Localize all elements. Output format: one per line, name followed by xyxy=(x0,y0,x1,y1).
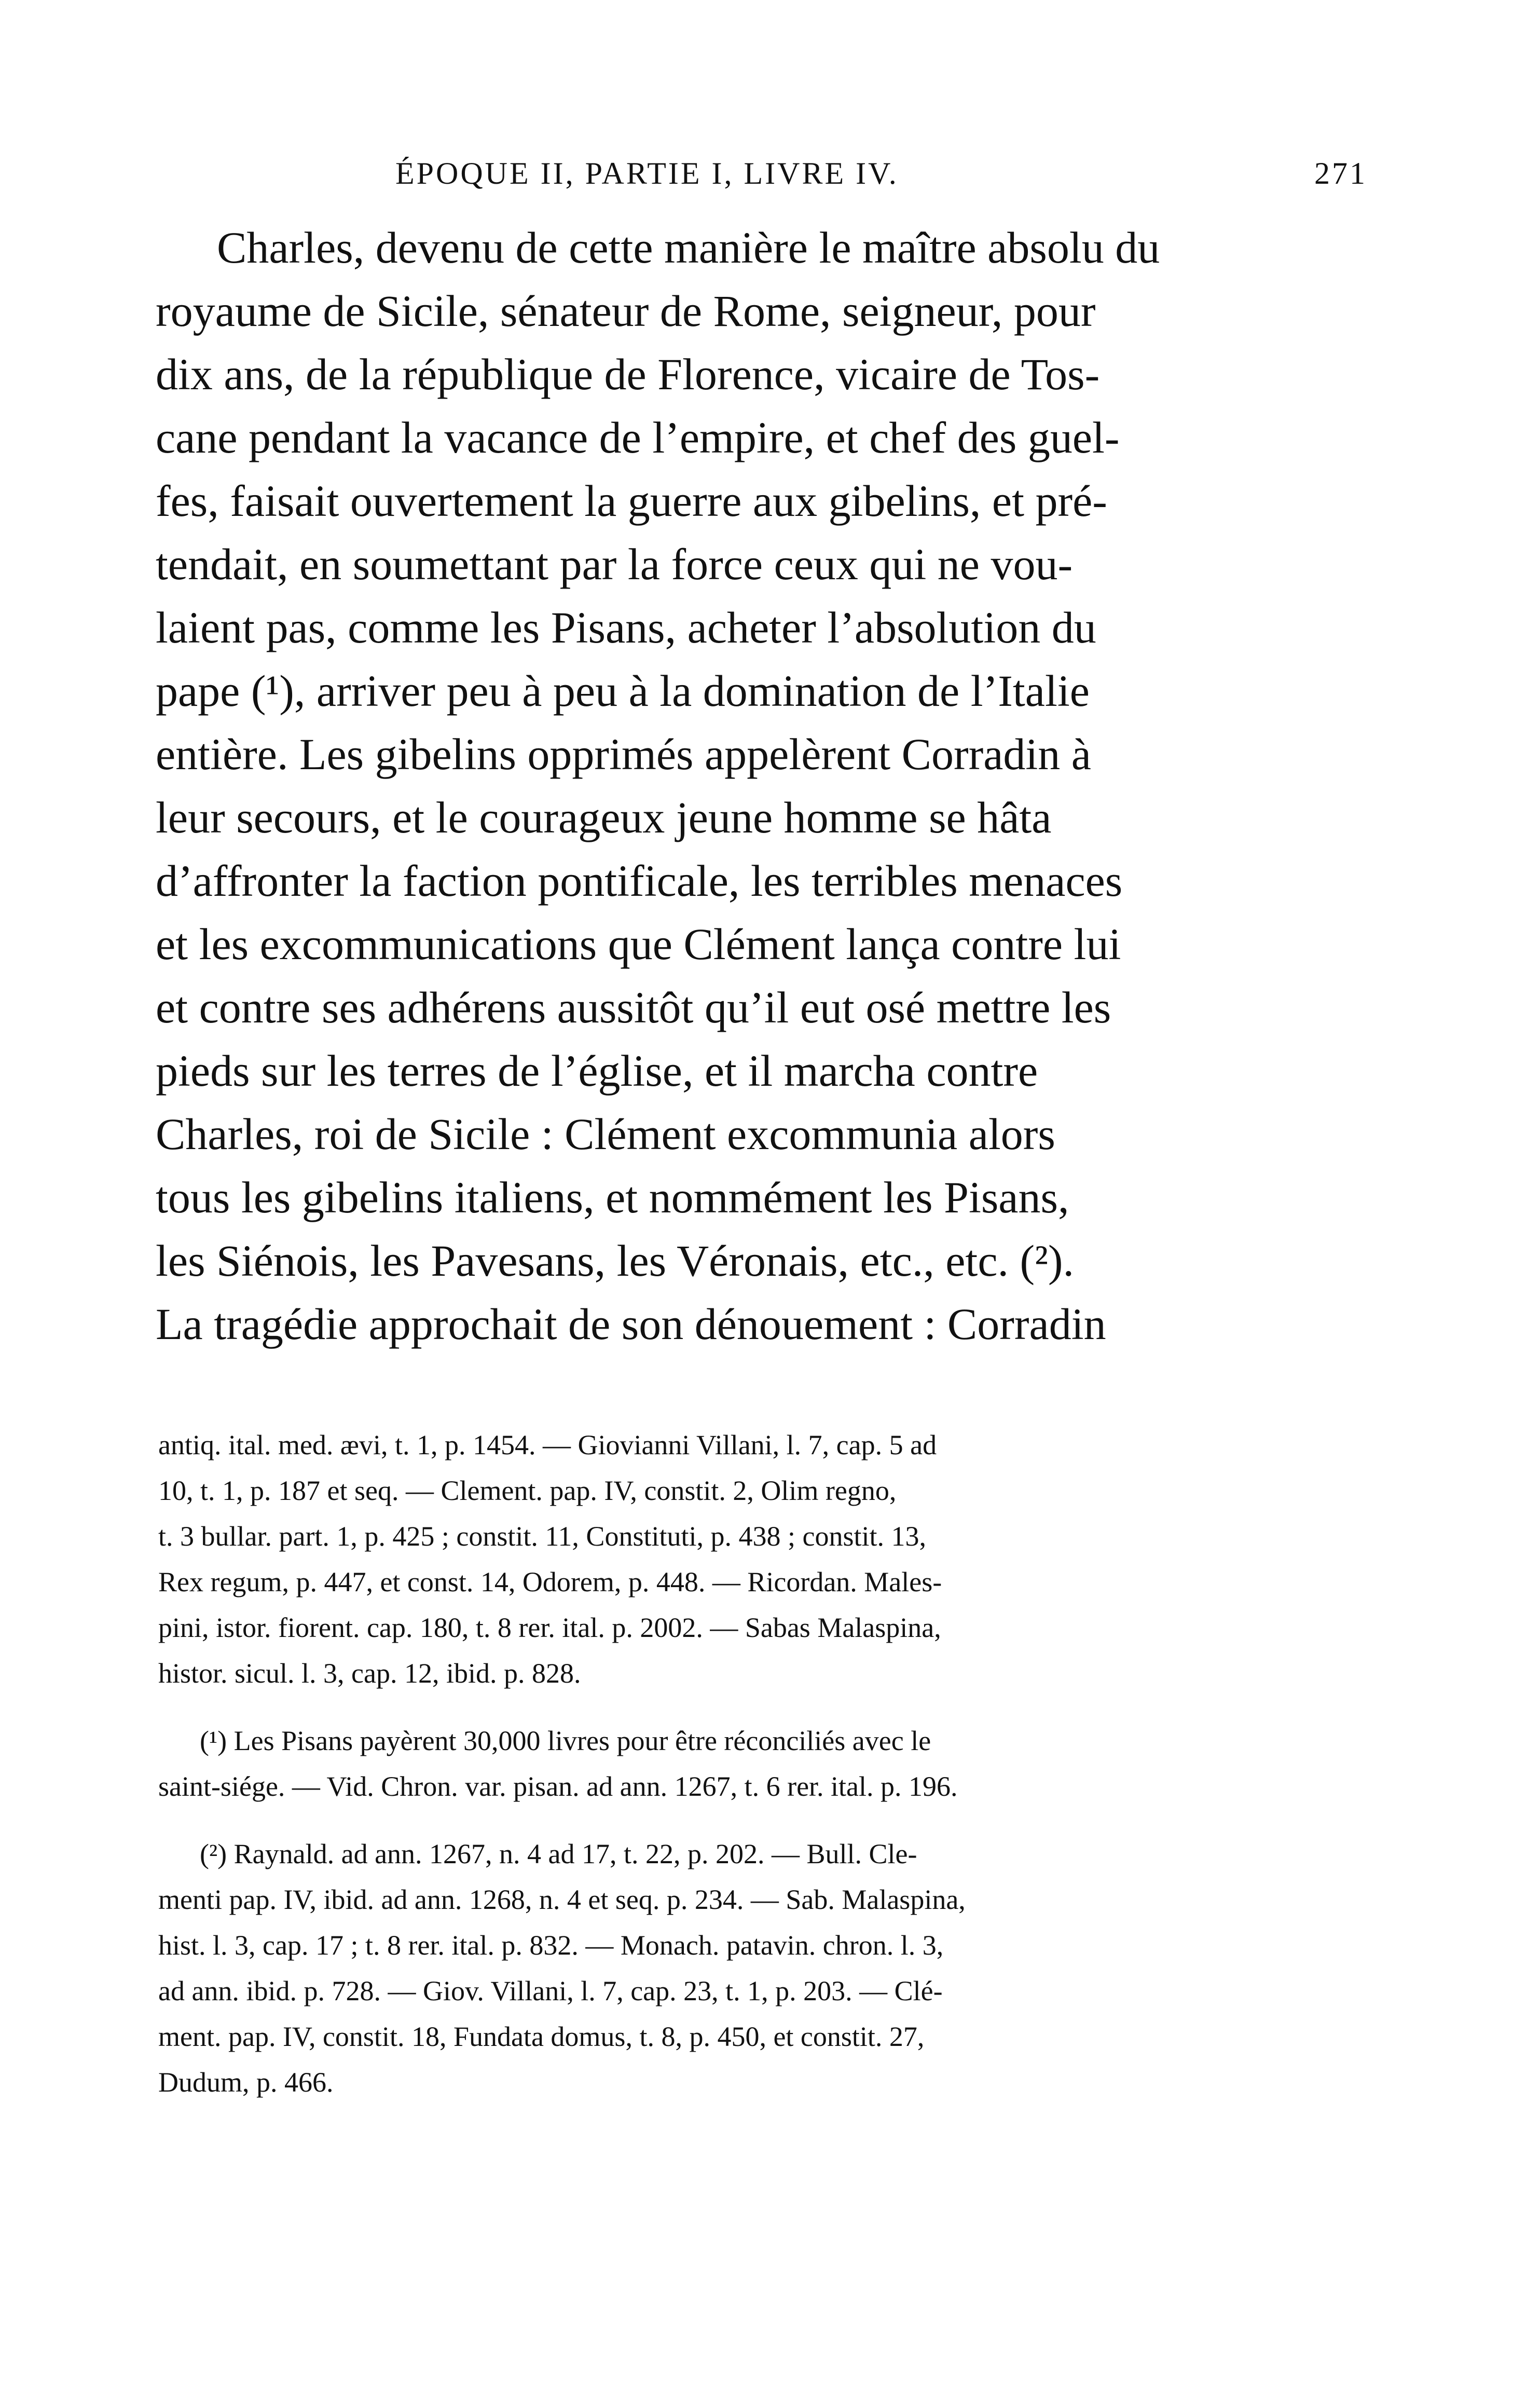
footnote-line: t. 3 bullar. part. 1, p. 425 ; constit. 11, Constituti, p. 438 ; constit. 13, xyxy=(158,1521,926,1552)
footnote-line: saint-siége. — Vid. Chron. var. pisan. ad ann. 1267, t. 6 rer. ital. p. 196. xyxy=(158,1771,958,1802)
footnote-line: hist. l. 3, cap. 17 ; t. 8 rer. ital. p. 832. — Monach. patavin. chron. l. 3, xyxy=(158,1930,944,1961)
page-number: 271 xyxy=(1314,156,1367,190)
body-line: fes, faisait ouvertement la guerre aux gibelins, et pré- xyxy=(156,476,1107,526)
body-line: et contre ses adhérens aussitôt qu’il eut osé mettre les xyxy=(156,982,1111,1032)
body-line: royaume de Sicile, sénateur de Rome, seigneur, pour xyxy=(156,286,1096,336)
running-title: ÉPOQUE II, PARTIE I, LIVRE IV. xyxy=(395,156,899,190)
footnote-line: ad ann. ibid. p. 728. — Giov. Villani, l. 7, cap. 23, t. 1, p. 203. — Clé- xyxy=(158,1975,943,2006)
footnote-line: (¹) Les Pisans payèrent 30,000 livres pour être réconciliés avec le xyxy=(200,1725,931,1756)
body-line: tous les gibelins italiens, et nommément les Pisans, xyxy=(156,1172,1069,1222)
body-line: cane pendant la vacance de l’empire, et chef des guel- xyxy=(156,413,1120,462)
body-line: et les excommunications que Clément lança contre lui xyxy=(156,919,1121,969)
footnote-continuation xyxy=(158,1422,1367,1696)
body-line: Charles, roi de Sicile : Clément excommunia alors xyxy=(156,1109,1055,1159)
footnote-line: antiq. ital. med. ævi, t. 1, p. 1454. — Giovianni Villani, l. 7, cap. 5 ad xyxy=(158,1429,937,1460)
footnote-line: ment. pap. IV, constit. 18, Fundata domus, t. 8, p. 450, et constit. 27, xyxy=(158,2021,925,2052)
footnotes xyxy=(158,1422,1367,2127)
footnote-line: histor. sicul. l. 3, cap. 12, ibid. p. 828. xyxy=(158,1658,581,1689)
body-line: tendait, en soumettant par la force ceux qui ne vou- xyxy=(156,539,1073,589)
footnote-line: menti pap. IV, ibid. ad ann. 1268, n. 4 et seq. p. 234. — Sab. Malaspina, xyxy=(158,1884,966,1915)
body-line: entière. Les gibelins opprimés appelèrent Corradin à xyxy=(156,729,1091,779)
body-text xyxy=(156,216,1367,1356)
footnote-line: 10, t. 1, p. 187 et seq. — Clement. pap. IV, constit. 2, Olim regno, xyxy=(158,1475,897,1506)
footnote-line: pini, istor. fiorent. cap. 180, t. 8 rer. ital. p. 2002. — Sabas Malaspina, xyxy=(158,1612,941,1643)
footnote-2 xyxy=(158,1831,1367,2105)
running-head xyxy=(156,156,1367,202)
footnote-line: Rex regum, p. 447, et const. 14, Odorem, p. 448. — Ricordan. Males- xyxy=(158,1566,942,1598)
body-line: pieds sur les terres de l’église, et il marcha contre xyxy=(156,1046,1038,1096)
body-line: La tragédie approchait de son dénouement : Corradin xyxy=(156,1299,1106,1349)
body-line: leur secours, et le courageux jeune homme se hâta xyxy=(156,793,1052,842)
body-line: pape (¹), arriver peu à peu à la domination de l’Italie xyxy=(156,666,1090,716)
footnote-1 xyxy=(158,1718,1367,1809)
body-line: laient pas, comme les Pisans, acheter l’absolution du xyxy=(156,603,1096,652)
body-line: d’affronter la faction pontificale, les terribles menaces xyxy=(156,856,1123,906)
body-line: les Siénois, les Pavesans, les Véronais, etc., etc. (²). xyxy=(156,1236,1075,1286)
body-line: dix ans, de la république de Florence, vicaire de Tos- xyxy=(156,349,1100,399)
footnote-line: Dudum, p. 466. xyxy=(158,2067,334,2098)
footnote-line: (²) Raynald. ad ann. 1267, n. 4 ad 17, t. 22, p. 202. — Bull. Cle- xyxy=(200,1838,917,1869)
body-line: Charles, devenu de cette manière le maître absolu du xyxy=(217,223,1160,272)
